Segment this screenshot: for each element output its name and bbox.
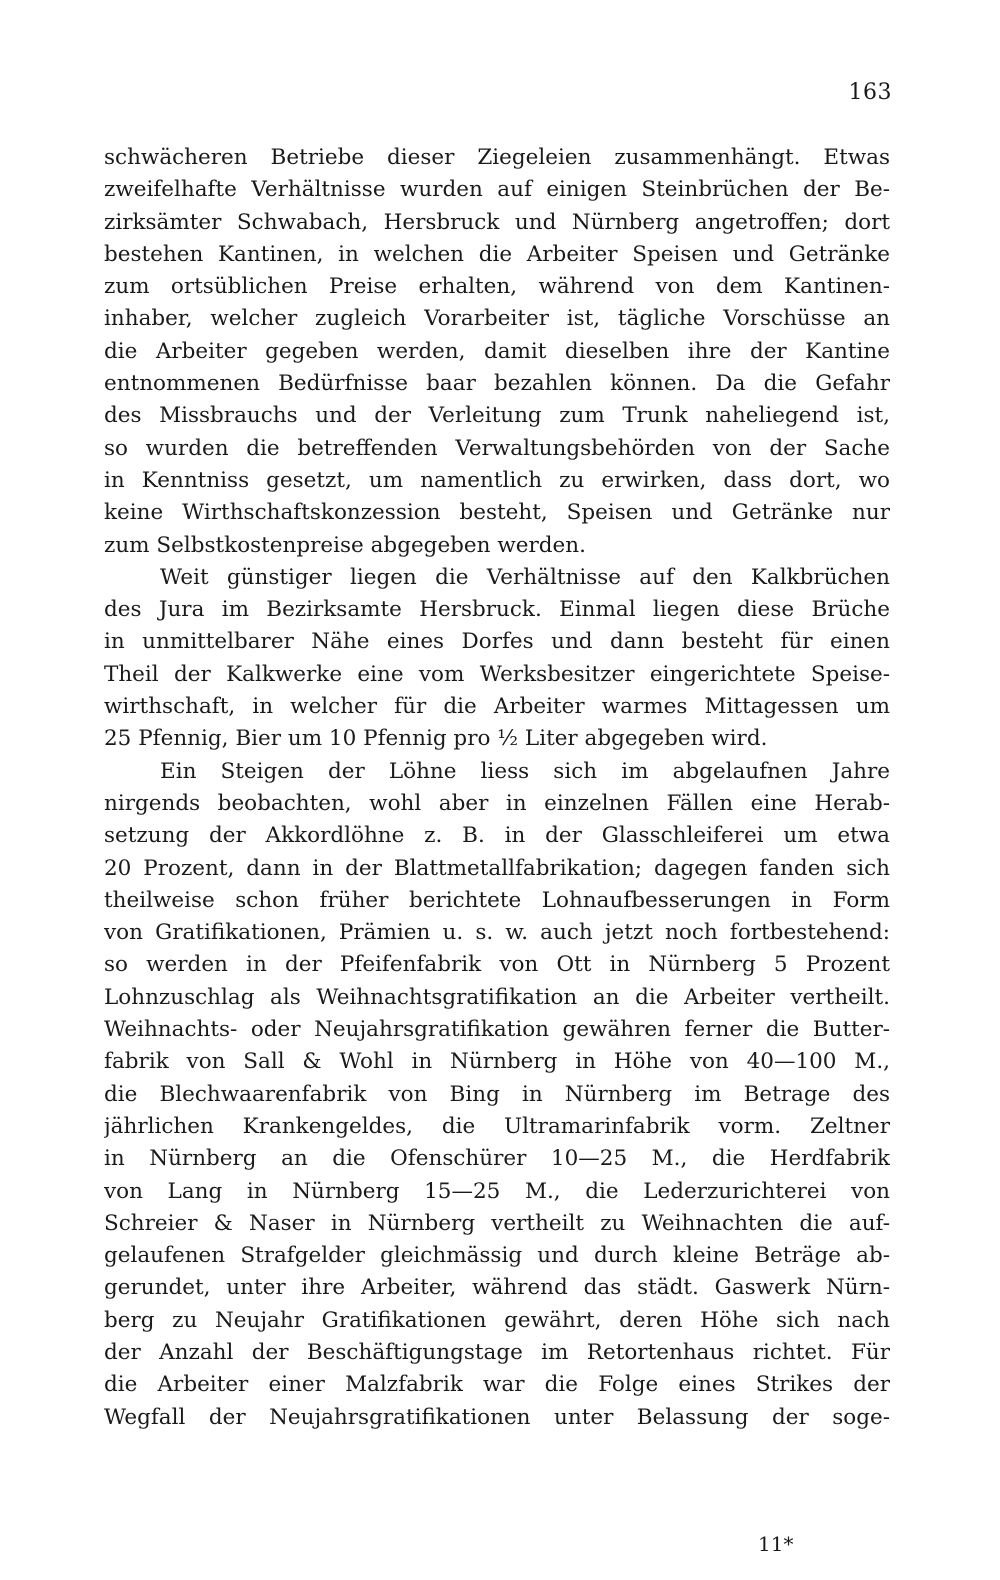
text-line: jährlichen Krankengeldes, die Ultramarinfabrik vorm. Zeltner xyxy=(104,1113,890,1139)
text-line: Weihnachts- oder Neujahrsgratifikation gewähren ferner die Butter- xyxy=(104,1017,890,1043)
text-line: keine Wirthschaftskonzession besteht, Speisen und Getränke nur xyxy=(104,500,890,526)
text-line: Weit günstiger liegen die Verhältnisse auf den Kalkbrüchen xyxy=(160,564,890,590)
text-line: 20 Prozent, dann in der Blattmetallfabrikation; dagegen fanden sich xyxy=(104,855,890,881)
text-line: bestehen Kantinen, in welchen die Arbeiter Speisen und Getränke xyxy=(104,241,890,267)
text-line: 25 Pfennig, Bier um 10 Pfennig pro ½ Liter abgegeben wird. xyxy=(104,726,768,752)
text-line: schwächeren Betriebe dieser Ziegeleien zusammenhängt. Etwas xyxy=(104,145,890,170)
text-line: in Kenntniss gesetzt, um namentlich zu erwirken, dass dort, wo xyxy=(104,467,890,493)
text-line: von Gratifikationen, Prämien u. s. w. auch jetzt noch fortbestehend: xyxy=(104,920,890,946)
page-number: 163 xyxy=(848,80,892,105)
text-line: setzung der Akkordlöhne z. B. in der Glasschleiferei um etwa xyxy=(104,823,890,849)
text-line: berg zu Neujahr Gratifikationen gewährt, deren Höhe sich nach xyxy=(104,1307,890,1333)
text-line: Lohnzuschlag als Weihnachtsgratifikation an die Arbeiter vertheilt. xyxy=(104,984,890,1010)
text-line: Theil der Kalkwerke eine vom Werksbesitzer eingerichtete Speise- xyxy=(104,661,890,687)
text-line: zirksämter Schwabach, Hersbruck und Nürnberg angetroffen; dort xyxy=(104,209,890,235)
body-text xyxy=(104,142,890,1434)
text-line: zweifelhafte Verhältnisse wurden auf einigen Steinbrüchen der Be- xyxy=(104,177,890,203)
text-line: inhaber, welcher zugleich Vorarbeiter ist, tägliche Vorschüsse an xyxy=(104,306,890,332)
text-line: zum Selbstkostenpreise abgegeben werden. xyxy=(104,532,586,558)
text-line: theilweise schon früher berichtete Lohnaufbesserungen in Form xyxy=(104,887,890,913)
text-line: gerundet, unter ihre Arbeiter, während das städt. Gaswerk Nürn- xyxy=(104,1275,890,1301)
signature-mark: 11* xyxy=(758,1532,794,1556)
text-line: wirthschaft, in welcher für die Arbeiter warmes Mittagessen um xyxy=(104,694,890,720)
text-line: entnommenen Bedürfnisse baar bezahlen können. Da die Gefahr xyxy=(104,371,890,397)
text-line: Schreier & Naser in Nürnberg vertheilt zu Weihnachten die auf- xyxy=(104,1210,890,1236)
text-line: in Nürnberg an die Ofenschürer 10—25 M., die Herdfabrik xyxy=(104,1146,890,1172)
text-line: so wurden die betreffenden Verwaltungsbehörden von der Sache xyxy=(104,435,890,461)
text-line: fabrik von Sall & Wohl in Nürnberg in Höhe von 40—100 M., xyxy=(104,1049,890,1075)
text-line: zum ortsüblichen Preise erhalten, während von dem Kantinen- xyxy=(104,274,890,300)
text-line: Ein Steigen der Löhne liess sich im abgelaufnen Jahre xyxy=(160,758,890,784)
text-line: die Arbeiter gegeben werden, damit dieselben ihre der Kantine xyxy=(104,338,890,364)
text-line: des Jura im Bezirksamte Hersbruck. Einmal liegen diese Brüche xyxy=(104,597,890,623)
text-line: gelaufenen Strafgelder gleichmässig und durch kleine Beträge ab- xyxy=(104,1243,890,1269)
text-line: von Lang in Nürnberg 15—25 M., die Lederzurichterei von xyxy=(104,1178,890,1204)
text-line: in unmittelbarer Nähe eines Dorfes und dann besteht für einen xyxy=(104,629,890,655)
text-line: nirgends beobachten, wohl aber in einzelnen Fällen eine Herab- xyxy=(104,790,890,816)
text-line: die Arbeiter einer Malzfabrik war die Folge eines Strikes der xyxy=(104,1372,890,1398)
text-line: Wegfall der Neujahrsgratifikationen unter Belassung der soge- xyxy=(104,1404,890,1430)
text-line: der Anzahl der Beschäftigungstage im Retortenhaus richtet. Für xyxy=(104,1339,890,1365)
text-line: so werden in der Pfeifenfabrik von Ott in Nürnberg 5 Prozent xyxy=(104,952,890,978)
text-line: die Blechwaarenfabrik von Bing in Nürnberg im Betrage des xyxy=(104,1081,890,1107)
text-line: des Missbrauchs und der Verleitung zum Trunk naheliegend ist, xyxy=(104,403,890,429)
